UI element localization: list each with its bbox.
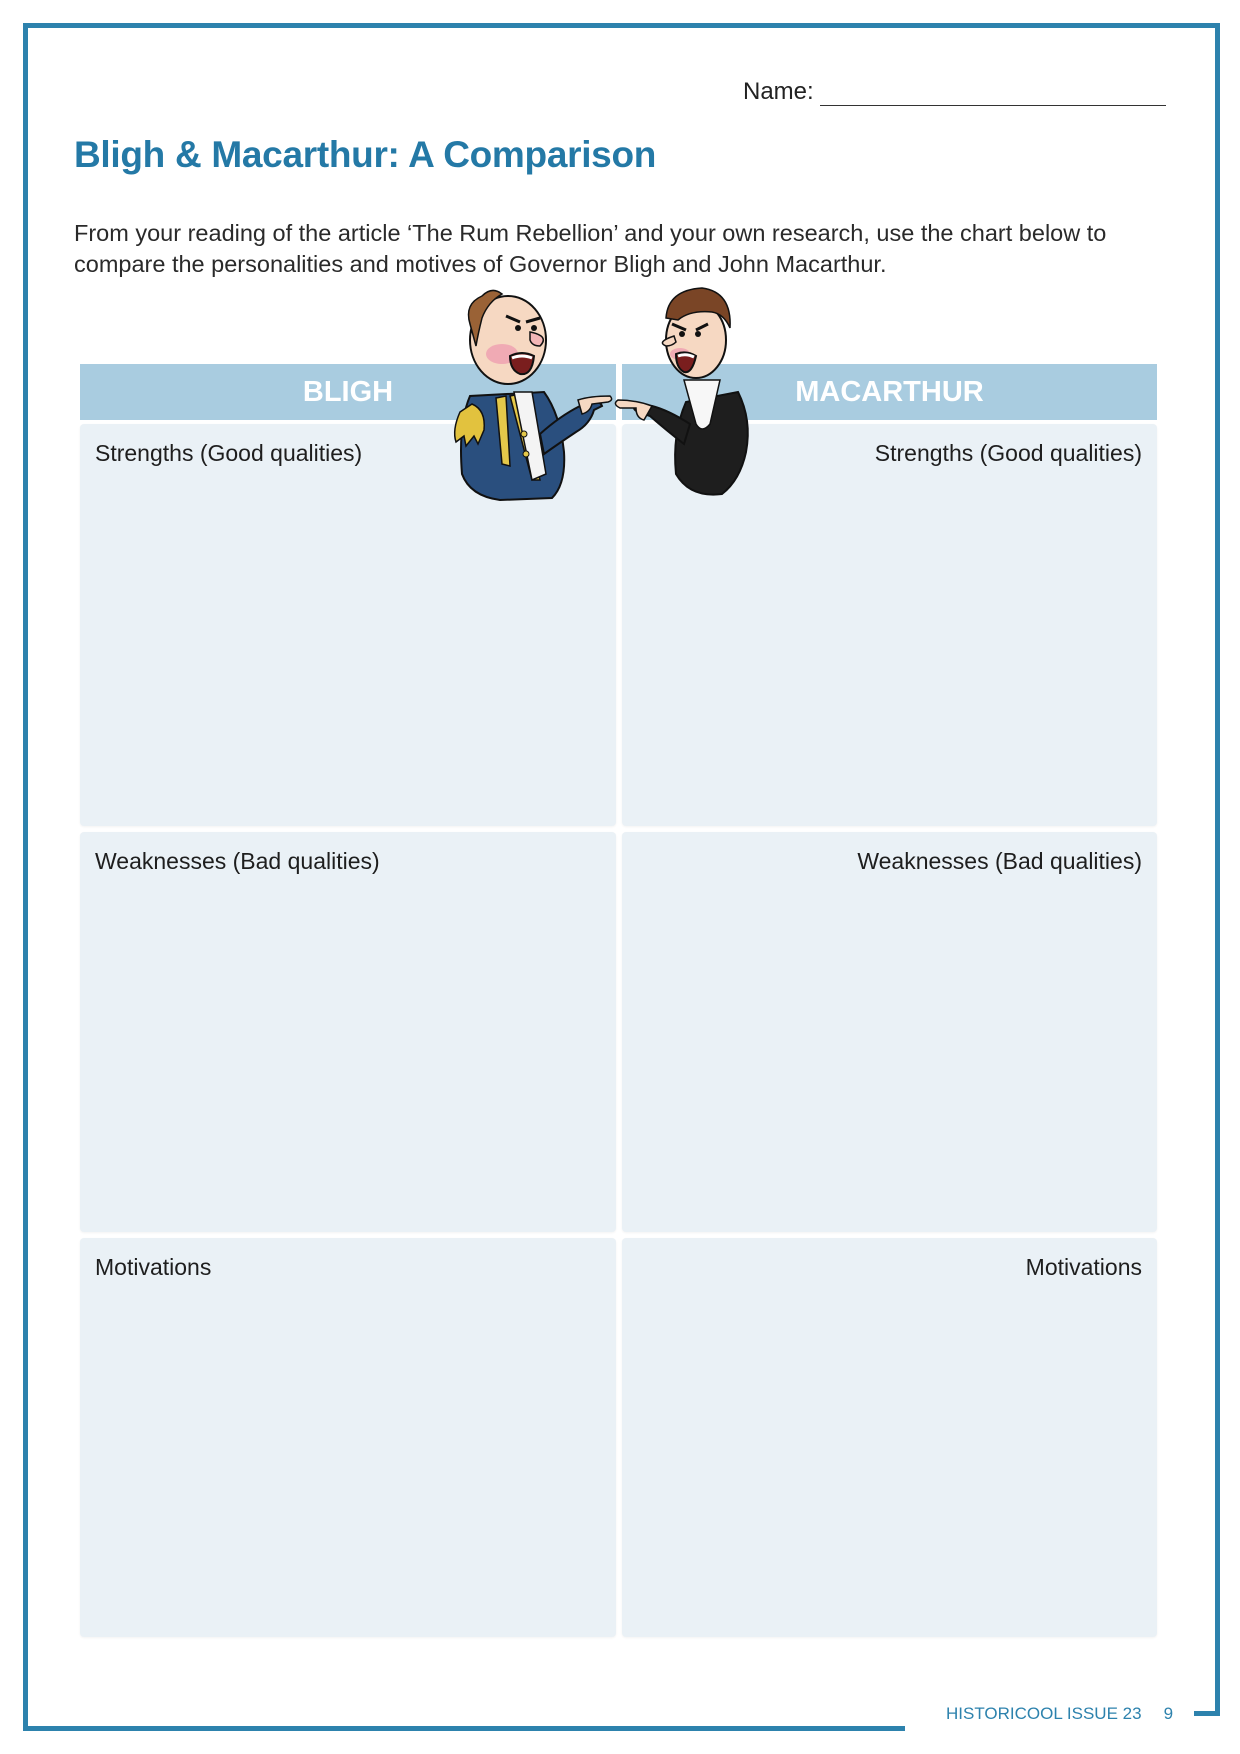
name-row (743, 78, 1166, 106)
column-header-bligh: BLIGH (80, 364, 616, 420)
page-number: 9 (1163, 1704, 1174, 1723)
row-label-weaknesses: Weaknesses (Bad qualities) (95, 848, 380, 874)
row-label-strengths: Strengths (Good qualities) (874, 440, 1142, 466)
row-label-motivations: Motivations (95, 1254, 212, 1280)
column-header-macarthur: MACARTHUR (622, 364, 1157, 420)
macarthur-figure (615, 288, 747, 495)
page-frame-top (23, 23, 1220, 28)
row-label-weaknesses: Weaknesses (Bad qualities) (857, 848, 1142, 874)
bligh-weaknesses-box[interactable] (80, 832, 616, 1232)
macarthur-motivations-box[interactable] (622, 1238, 1157, 1637)
bligh-motivations-box[interactable] (80, 1238, 616, 1637)
page-title: Bligh & Macarthur: A Comparison (74, 134, 657, 175)
page-frame-corner (1194, 1711, 1220, 1716)
bligh-and-macarthur-arguing-cartoon-icon (440, 284, 800, 506)
page-frame-left (23, 23, 28, 1731)
intro-text: From your reading of the article ‘The Rum Rebellion’ and your own research, use the chart below to compare the personalities and motives of Governor Bligh and John Macarthur. (74, 220, 1107, 277)
name-field[interactable] (820, 79, 1166, 106)
row-label-motivations: Motivations (1025, 1254, 1142, 1280)
row-label-strengths: Strengths (Good qualities) (95, 440, 363, 466)
page-footer (946, 1704, 1173, 1724)
macarthur-weaknesses-box[interactable] (622, 832, 1157, 1232)
name-label: Name: (743, 78, 814, 105)
bligh-figure (455, 290, 612, 500)
publication-name: HISTORICOOL ISSUE 23 (946, 1704, 1142, 1723)
page-frame-bottom (23, 1726, 905, 1731)
page-frame-right (1215, 23, 1220, 1711)
